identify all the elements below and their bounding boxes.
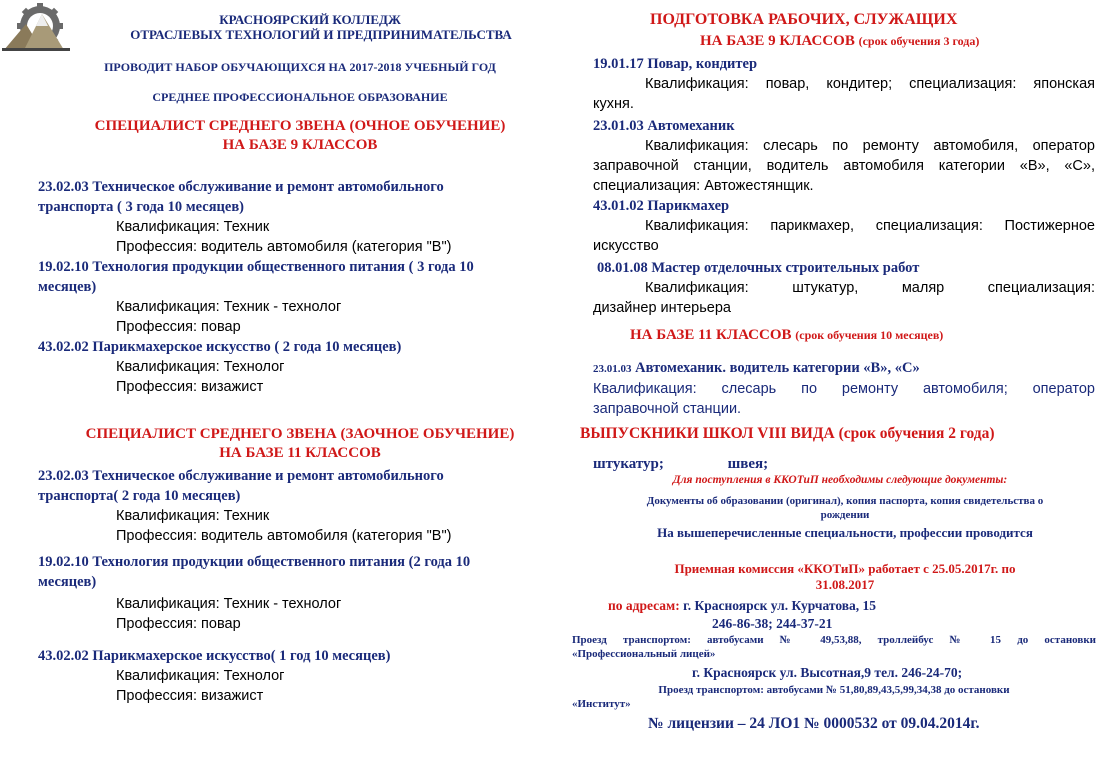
program-title: Автомеханик. водитель категории «В», «С» [635,360,920,376]
base9-note: (срок обучения 3 года) [858,34,980,48]
program-title: 23.02.03 Техническое обслуживание и ремонт автомобильного [38,468,444,484]
documents-list: Документы об образовании (оригинал), копия паспорта, копия свидетельства о [646,495,1044,507]
base9-title: НА БАЗЕ 9 КЛАССОВ [700,33,855,49]
address-2: г. Красноярск ул. Высотная,9 тел. 246-24-70; [692,665,963,680]
qualification: Квалификация: Техник [116,508,270,524]
profession: Профессия: повар [116,319,241,335]
graduates-title: ВЫПУСКНИКИ ШКОЛ VIII ВИДА (срок обучения 2 года) [580,425,995,442]
profession: Профессия: водитель автомобиля (категория "В") [116,239,452,255]
documents-title: Для поступления в ККОТиП необходимы следующие документы: [672,474,1008,486]
program-description: специализация: Автожестянщик. [593,178,814,194]
transport-1: «Профессиональный лицей» [572,648,716,660]
graduate-profession: швея; [727,456,769,472]
program-title: месяцев) [38,279,97,295]
admission-commission: 31.08.2017 [815,577,875,592]
section1-title: СПЕЦИАЛИСТ СРЕДНЕГО ЗВЕНА (ОЧНОЕ ОБУЧЕНИЕ) [94,118,506,134]
transport-2: Проезд транспортом: автобусами № 51,80,89,43,5,99,34,38 до остановки [658,684,1010,696]
recruitment-line: ПРОВОДИТ НАБОР ОБУЧАЮЩИХСЯ НА 2017-2018 УЧЕБНЫЙ ГОД [104,60,496,74]
profession: Профессия: повар [116,616,241,632]
section1-subtitle: НА БАЗЕ 9 КЛАССОВ [222,137,378,153]
program-description: заправочной станции. [593,401,742,417]
program-title: 43.02.02 Парикмахерское искусство( 1 год 10 месяцев) [38,648,391,664]
phones-1: 246-86-38; 244-37-21 [712,616,833,631]
address-1: г. Красноярск ул. Курчатова, 15 [683,598,877,613]
program-description: Квалификация: слесарь по ремонту автомобиля; оператор [593,381,1095,397]
qualification: Квалификация: Технолог [116,359,285,375]
program-description: дизайнер интерьера [593,300,731,316]
program-title: 19.02.10 Технология продукции общественного питания ( 3 года 10 [38,259,474,275]
admission-commission: Приемная комиссия «ККОТиП» работает с 25.05.2017г. по [674,561,1016,576]
program-description: Квалификация: парикмахер, специализация: Постижерное [645,218,1095,234]
college-name-line2: ОТРАСЛЕВЫХ ТЕХНОЛОГИЙ И ПРЕДПРИНИМАТЕЛЬСТВА [130,27,512,42]
program-code: 23.01.03 [593,363,632,375]
exams-note: На вышеперечисленные специальности, профессии проводится [657,525,1033,540]
qualification: Квалификация: Техник - технолог [116,299,342,315]
program-description: искусство [593,238,659,254]
transport-1: Проезд транспортом: автобусами № 49,53,88, троллейбус № 15 до остановки [572,634,1096,646]
transport-2: «Институт» [572,698,631,710]
program-title: 23.02.03 Техническое обслуживание и ремонт автомобильного [38,179,444,195]
program-title: 08.01.08 Мастер отделочных строительных работ [597,260,920,276]
program-description: Квалификация: штукатур, маляр специализация: [645,280,1095,296]
profession: Профессия: визажист [116,379,264,395]
program-description: заправочной станции, водитель автомобиля категории «В», «С», [593,158,1095,174]
documents-list: рождении [820,509,870,521]
section2-title: СПЕЦИАЛИСТ СРЕДНЕГО ЗВЕНА (ЗАОЧНОЕ ОБУЧЕНИЕ) [85,426,515,442]
program-title: 43.01.02 Парикмахер [593,198,730,214]
program-title: транспорта( 2 года 10 месяцев) [38,488,241,504]
program-title: 43.02.02 Парикмахерское искусство ( 2 года 10 месяцев) [38,339,402,355]
education-level: СРЕДНЕЕ ПРОФЕССИОНАЛЬНОЕ ОБРАЗОВАНИЕ [152,90,448,104]
program-title: 19.02.10 Технология продукции общественного питания (2 года 10 [38,554,471,570]
program-description: Квалификация: повар, кондитер; специализация: японская [645,76,1095,92]
graduate-profession: штукатур; [593,456,664,472]
college-name-line1: КРАСНОЯРСКИЙ КОЛЛЕДЖ [219,12,401,27]
qualification: Квалификация: Техник - технолог [116,596,342,612]
qualification: Квалификация: Техник [116,219,270,235]
base11-title: НА БАЗЕ 11 КЛАССОВ [630,327,792,343]
profession: Профессия: визажист [116,688,264,704]
profession: Профессия: водитель автомобиля (категория "В") [116,528,452,544]
qualification: Квалификация: Технолог [116,668,285,684]
base11-note: (срок обучения 10 месяцев) [795,328,944,342]
section2-subtitle: НА БАЗЕ 11 КЛАССОВ [219,445,381,461]
program-title: 23.01.03 Автомеханик [593,118,735,134]
license-number: № лицензии – 24 ЛО1 № 0000532 от 09.04.2014г. [648,715,980,732]
address-label: по адресам: [608,598,680,613]
program-title: 19.01.17 Повар, кондитер [593,56,758,72]
program-title: месяцев) [38,574,97,590]
program-description: кухня. [593,96,634,112]
program-description: Квалификация: слесарь по ремонту автомобиля, оператор [645,138,1095,154]
workers-title: ПОДГОТОВКА РАБОЧИХ, СЛУЖАЩИХ [650,11,958,28]
program-title: транспорта ( 3 года 10 месяцев) [38,199,244,215]
